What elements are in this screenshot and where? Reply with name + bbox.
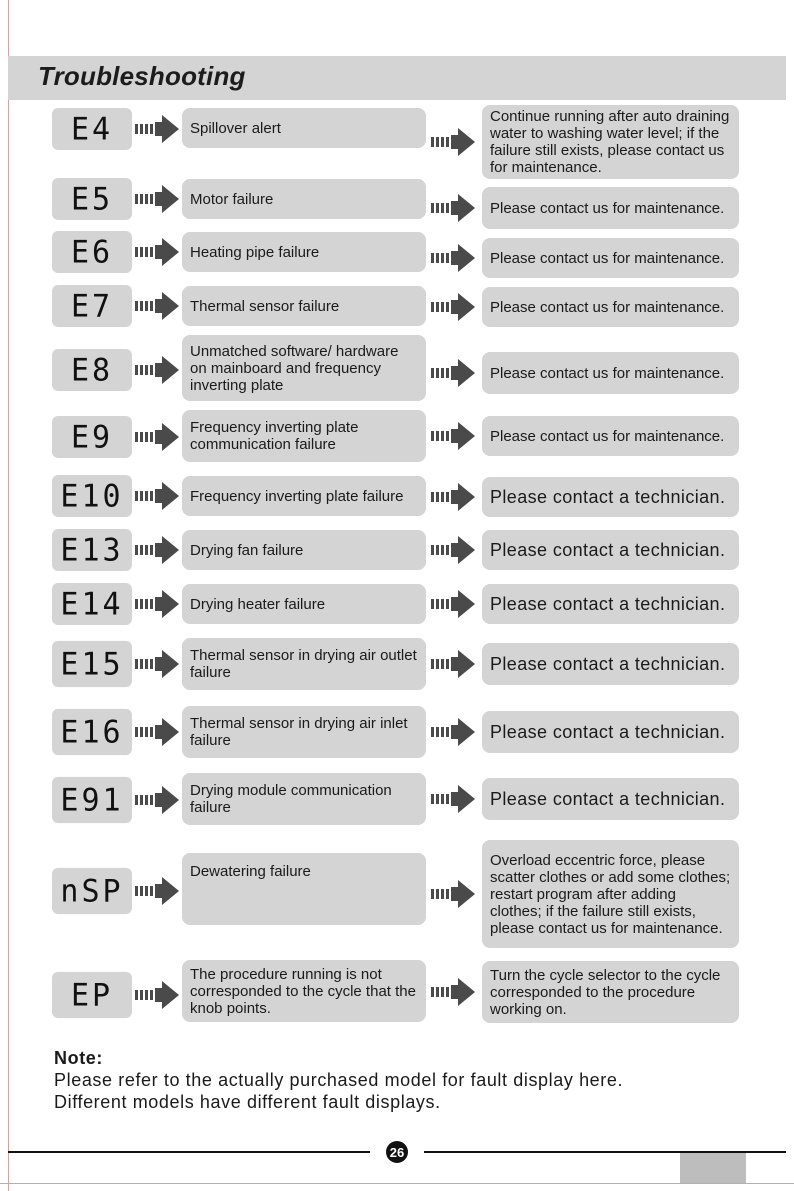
remedy-text: Please contact us for maintenance.	[490, 298, 725, 316]
page-margin-rule	[8, 0, 9, 1191]
arrow-right-icon	[134, 980, 180, 1010]
fault-description	[182, 960, 426, 1022]
arrow-right-icon	[430, 243, 476, 273]
remedy-description	[482, 105, 739, 179]
remedy-text: Please contact a technician.	[490, 593, 726, 614]
fault-description	[182, 286, 426, 326]
fault-description	[182, 410, 426, 462]
remedy-description	[482, 961, 739, 1023]
arrow-right-icon	[430, 977, 476, 1007]
arrow-right-icon	[134, 535, 180, 565]
remedy-text: Please contact us for maintenance.	[490, 364, 725, 382]
fault-description	[182, 706, 426, 758]
arrow-right-icon	[134, 237, 180, 267]
arrow-right-icon	[430, 717, 476, 747]
fault-description	[182, 476, 426, 516]
fault-text: Drying fan failure	[190, 541, 304, 559]
note-line-2: Different models have different fault displays.	[54, 1092, 441, 1112]
arrow-right-icon	[134, 355, 180, 385]
arrow-right-icon	[134, 876, 180, 906]
arrow-right-icon	[430, 482, 476, 512]
fault-text: Motor failure	[190, 190, 274, 208]
error-code-display: E6	[52, 231, 132, 273]
remedy-description	[482, 778, 739, 820]
footer-tab	[680, 1153, 746, 1183]
remedy-description	[482, 238, 739, 278]
fault-text: The procedure running is not corresponded to the cycle that the knob points.	[190, 965, 416, 1017]
error-code-display: E14	[52, 583, 132, 625]
remedy-text: Please contact a technician.	[490, 653, 726, 674]
remedy-text: Turn the cycle selector to the cycle corresponded to the procedure working on.	[490, 966, 721, 1018]
arrow-right-icon	[430, 358, 476, 388]
remedy-text: Please contact a technician.	[490, 788, 726, 809]
error-code-display: nSP	[52, 868, 132, 914]
remedy-text: Please contact us for maintenance.	[490, 249, 725, 267]
note-line-1: Please refer to the actually purchased model for fault display here.	[54, 1070, 624, 1090]
arrow-right-icon	[430, 879, 476, 909]
remedy-text: Please contact us for maintenance.	[490, 199, 725, 217]
error-code-display: EP	[52, 972, 132, 1018]
arrow-right-icon	[430, 193, 476, 223]
fault-description	[182, 108, 426, 148]
remedy-text: Please contact a technician.	[490, 539, 726, 560]
fault-text: Drying heater failure	[190, 595, 326, 613]
remedy-description	[482, 584, 739, 624]
fault-text: Unmatched software/ hardware on mainboard and frequency inverting plate	[190, 342, 399, 394]
arrow-right-icon	[430, 292, 476, 322]
arrow-right-icon	[134, 589, 180, 619]
error-code-display: E5	[52, 178, 132, 220]
remedy-text: Continue running after auto draining water to washing water level; if the failure still exists, please contact us for maintenance.	[490, 108, 730, 176]
remedy-description	[482, 711, 739, 753]
remedy-text: Overload eccentric force, please scatter clothes or add some clothes; restart program after adding clothes; if the failure still exists, please contact us for maintenance.	[490, 851, 731, 937]
fault-text: Frequency inverting plate failure	[190, 487, 404, 505]
fault-text: Drying module communication failure	[190, 782, 392, 816]
arrow-right-icon	[134, 184, 180, 214]
arrow-right-icon	[134, 422, 180, 452]
error-code-display: E15	[52, 641, 132, 687]
arrow-right-icon	[430, 421, 476, 451]
remedy-description	[482, 187, 739, 229]
error-code-display: E7	[52, 285, 132, 327]
fault-description	[182, 335, 426, 401]
footer-line-left	[8, 1151, 370, 1153]
remedy-description	[482, 530, 739, 570]
arrow-right-icon	[430, 127, 476, 157]
fault-text: Spillover alert	[190, 119, 281, 137]
remedy-description	[482, 416, 739, 456]
arrow-right-icon	[430, 784, 476, 814]
error-code-display: E13	[52, 529, 132, 571]
error-code-display: E16	[52, 709, 132, 755]
page-title: Troubleshooting	[38, 61, 246, 91]
error-code-display: E10	[52, 475, 132, 517]
remedy-description	[482, 477, 739, 517]
fault-text: Thermal sensor in drying air inlet failure	[190, 715, 408, 749]
remedy-text: Please contact a technician.	[490, 721, 726, 742]
arrow-right-icon	[134, 785, 180, 815]
note-label: Note:	[54, 1048, 103, 1068]
fault-description	[182, 179, 426, 219]
remedy-text: Please contact a technician.	[490, 486, 726, 507]
error-code-display: E8	[52, 349, 132, 391]
fault-description	[182, 773, 426, 825]
error-code-display: E91	[52, 777, 132, 823]
fault-text: Heating pipe failure	[190, 243, 320, 261]
fault-text: Thermal sensor in drying air outlet failure	[190, 647, 417, 681]
remedy-description	[482, 840, 739, 948]
fault-description	[182, 232, 426, 272]
note-section	[54, 1047, 623, 1113]
arrow-right-icon	[134, 481, 180, 511]
arrow-right-icon	[430, 589, 476, 619]
arrow-right-icon	[134, 114, 180, 144]
fault-description	[182, 530, 426, 570]
remedy-description	[482, 643, 739, 685]
arrow-right-icon	[430, 535, 476, 565]
error-code-display: E4	[52, 108, 132, 150]
arrow-right-icon	[430, 649, 476, 679]
page-number: 26	[386, 1141, 408, 1163]
fault-text: Thermal sensor failure	[190, 297, 340, 315]
fault-description	[182, 638, 426, 690]
remedy-description	[482, 287, 739, 327]
arrow-right-icon	[134, 291, 180, 321]
fault-text: Frequency inverting plate communication failure	[190, 419, 359, 453]
arrow-right-icon	[134, 649, 180, 679]
remedy-description	[482, 352, 739, 394]
remedy-text: Please contact us for maintenance.	[490, 427, 725, 445]
fault-description	[182, 584, 426, 624]
fault-text: Dewatering failure	[190, 863, 311, 880]
fault-description	[182, 853, 426, 925]
arrow-right-icon	[134, 717, 180, 747]
error-code-display: E9	[52, 416, 132, 458]
page-bottom-rule	[0, 1183, 794, 1184]
